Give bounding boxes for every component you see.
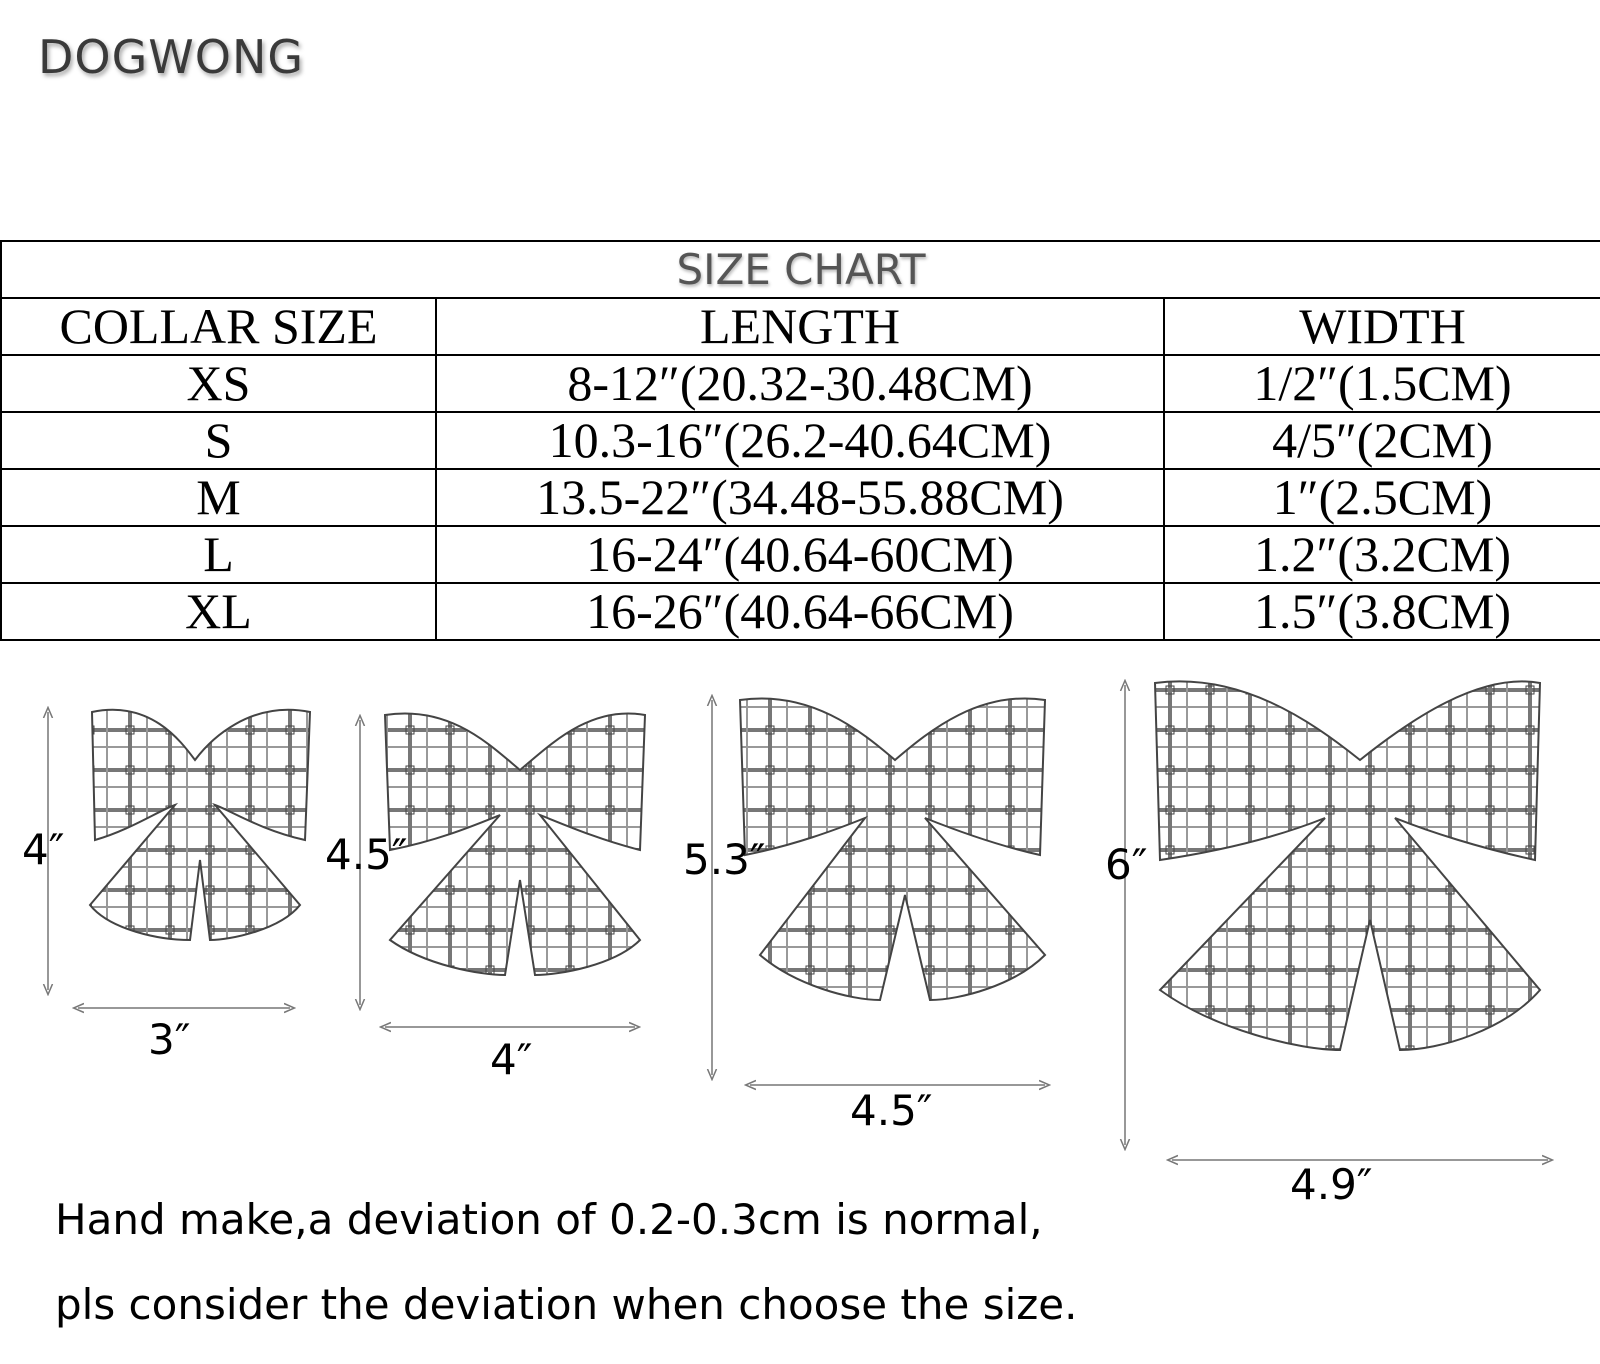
note-line-2: pls consider the deviation when choose the size. <box>55 1280 1078 1329</box>
width-cell: 1″(2.5CM) <box>1164 469 1600 526</box>
size-cell: L <box>1 526 436 583</box>
bow-m-width-label: 4.5″ <box>850 1086 933 1135</box>
bow-s-height-label: 4.5″ <box>325 830 408 879</box>
bow-xs-width-label: 3″ <box>148 1015 191 1064</box>
length-cell: 10.3-16″(26.2-40.64CM) <box>436 412 1164 469</box>
size-cell: XS <box>1 355 436 412</box>
width-cell: 4/5″(2CM) <box>1164 412 1600 469</box>
bow-l <box>1125 681 1548 1160</box>
bow-m <box>712 698 1045 1085</box>
length-cell: 16-24″(40.64-60CM) <box>436 526 1164 583</box>
bow-m-height-label: 5.3″ <box>683 835 766 884</box>
bow-l-height-label: 6″ <box>1105 840 1148 889</box>
bow-s-width-label: 4″ <box>490 1035 533 1084</box>
size-cell: XL <box>1 583 436 640</box>
length-cell: 13.5-22″(34.48-55.88CM) <box>436 469 1164 526</box>
table-title: SIZE CHART <box>1 241 1600 298</box>
bow-l-width-label: 4.9″ <box>1290 1160 1373 1209</box>
length-cell: 16-26″(40.64-66CM) <box>436 583 1164 640</box>
bow-xs-height-label: 4″ <box>22 825 65 874</box>
note-line-1: Hand make,a deviation of 0.2-0.3cm is normal, <box>55 1195 1043 1244</box>
header-length: LENGTH <box>436 298 1164 355</box>
size-cell: M <box>1 469 436 526</box>
width-cell: 1/2″(1.5CM) <box>1164 355 1600 412</box>
bow-xs <box>48 710 310 1008</box>
header-collar-size: COLLAR SIZE <box>1 298 436 355</box>
width-cell: 1.5″(3.8CM) <box>1164 583 1600 640</box>
width-cell: 1.2″(3.2CM) <box>1164 526 1600 583</box>
header-width: WIDTH <box>1164 298 1600 355</box>
brand-logo: DOGWONG <box>38 30 305 84</box>
length-cell: 8-12″(20.32-30.48CM) <box>436 355 1164 412</box>
size-cell: S <box>1 412 436 469</box>
